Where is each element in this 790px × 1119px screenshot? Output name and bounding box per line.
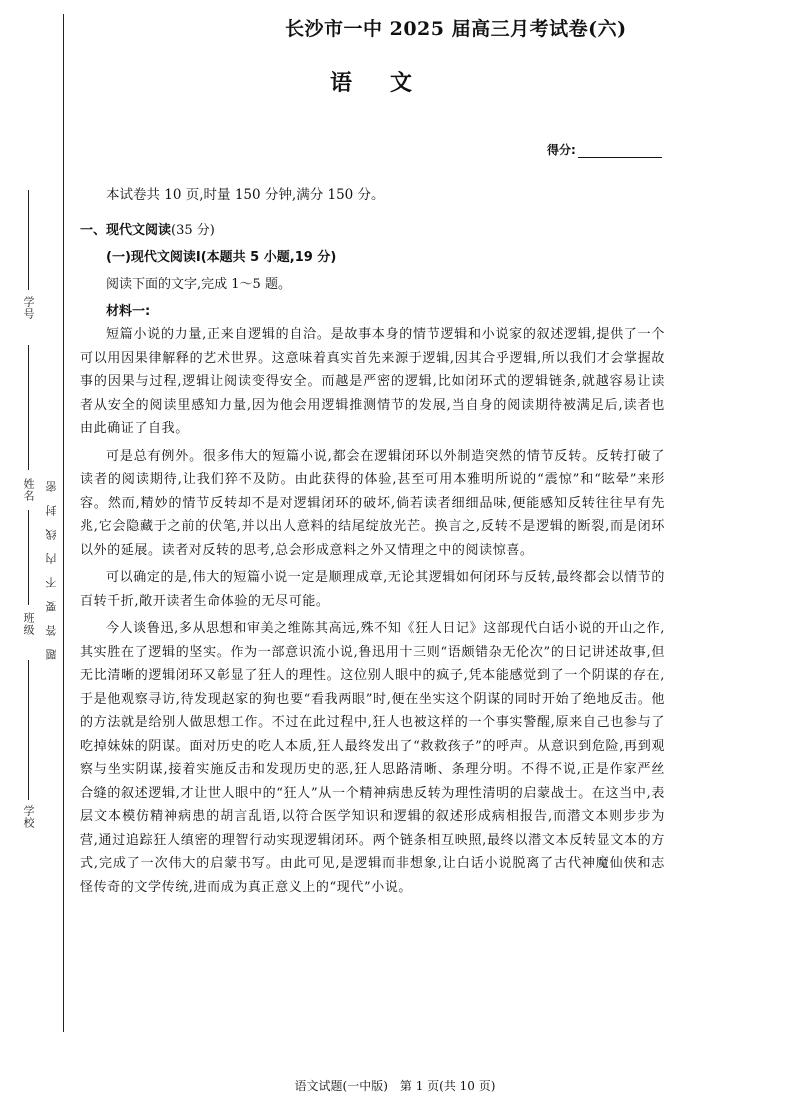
paragraph: 可以确定的是,伟大的短篇小说一定是顺理成章,无论其逻辑如何闭环与反转,最终都会以情节的百转千折,敞开读者生命体验的无尽可能。 bbox=[80, 570, 665, 609]
reading-instruction: 阅读下面的文字,完成 1～5 题。 bbox=[106, 277, 291, 292]
paragraph: 短篇小说的力量,正来自逻辑的自洽。是故事本身的情节逻辑和小说家的叙述逻辑,提供了一个可以用因果律解释的艺术世界。这意味着真实首先来源于逻辑,因其合乎逻辑,所以我们才会掌握故事的因果与过程,逻辑让阅读变得安全。而越是严密的逻辑,比如闭环式的逻辑链条,就越容易让读者从安全的阅读里感知力量,因为他会用逻辑推测情节的发展,当自身的阅读期待被满足后,读者也由此确证了自我。 bbox=[80, 327, 665, 436]
margin-line-name bbox=[28, 345, 29, 470]
margin-label-student-id: 学号 bbox=[22, 296, 35, 320]
margin-label-school: 学校 bbox=[22, 805, 35, 829]
section-title: 一、现代文阅读 bbox=[80, 223, 172, 238]
margin-label-class: 班级 bbox=[22, 612, 35, 636]
material-label: 材料一: bbox=[106, 304, 151, 319]
margin-line-class bbox=[28, 510, 29, 605]
section-heading bbox=[80, 219, 215, 238]
binding-rule bbox=[63, 14, 64, 1032]
score-field bbox=[547, 141, 662, 158]
section-points: (35 分) bbox=[171, 223, 215, 238]
score-blank bbox=[578, 143, 662, 158]
score-label: 得分: bbox=[547, 143, 576, 157]
paragraph: 可是总有例外。很多伟大的短篇小说,都会在逻辑闭环以外制造突然的情节反转。反转打破了读者的阅读期待,让我们猝不及防。由此获得的体验,甚至可用本雅明所说的“震惊”和“眩晕”来形容。然而,精妙的情节反转却不是对逻辑闭环的破坏,倘若读者细细品味,便能感知反转往往早有先兆,它会隐藏于之前的伏笔,并以出人意料的结尾绽放光芒。换言之,反转不是逻辑的断裂,而是闭环以外的延展。读者对反转的思考,总会形成意料之外又情理之中的阅读惊喜。 bbox=[80, 448, 665, 558]
reading-passage bbox=[80, 323, 665, 899]
exam-title: 长沙市一中 2025 届高三月考试卷(六) bbox=[285, 18, 627, 40]
subject-title: 语文 bbox=[330, 70, 451, 96]
margin-line-school bbox=[28, 660, 29, 800]
margin-line-student-id bbox=[28, 190, 29, 290]
seal-line-text: 题答要不内线封密 bbox=[45, 468, 58, 660]
margin-label-name: 姓名 bbox=[22, 478, 35, 502]
paragraph: 今人谈鲁迅,多从思想和审美之维陈其高远,殊不知《狂人日记》这部现代白话小说的开山之作,其实胜在了逻辑的坚实。作为一部意识流小说,鲁迅用十三则“语颇错杂无伦次”的日记讲述故事,但无比清晰的逻辑闭环又彰显了狂人的理性。这位别人眼中的疯子,凭本能感觉到了一个阴谋的存在,于是他观察寻访,待发现赵家的狗也要“看我两眼”时,便在坐实这个阴谋的同时开始了绝地反击。他的方法就是给别人做思想工作。不过在此过程中,狂人也被这样的一个事实警醒,原来自己也参与了吃掉妹妹的阴谋。面对历史的吃人本质,狂人最终发出了“救救孩子”的呼声。从意识到危险,再到观察与坐实阴谋,接着实施反击和发现历史的恶,狂人思路清晰、条理分明。不得不说,正是作家严丝合缝的叙述逻辑,才让世人眼中的“狂人”从一个精神病患反转为理性清明的启蒙战士。在这当中,表层文本模仿精神病患的胡言乱语,以符合医学知识和逻辑的叙述形成病相报告,而潜文本则步步为营,通过追踪狂人缜密的理智行动实现逻辑闭环。两个链条相互映照,最终以潜文本反转显文本的方式,完成了一次伟大的启蒙书写。由此可见,是逻辑而非想象,让白话小说脱离了古代神魔仙侠和志怪传奇的文学传统,进而成为真正意义上的“现代”小说。 bbox=[80, 621, 665, 895]
page-footer: 语文试题(一中版) 第 1 页(共 10 页) bbox=[294, 1079, 496, 1093]
exam-intro: 本试卷共 10 页,时量 150 分钟,满分 150 分。 bbox=[106, 187, 385, 203]
subsection-heading: (一)现代文阅读Ⅰ(本题共 5 小题,19 分) bbox=[106, 250, 337, 265]
